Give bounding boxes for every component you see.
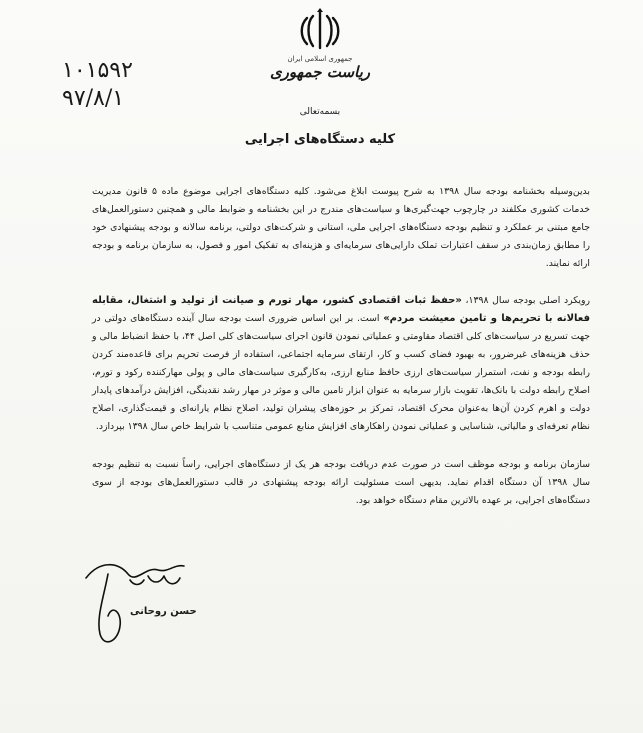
letter-body xyxy=(92,183,590,510)
addressee: کلیه دستگاه‌های اجرایی xyxy=(244,132,396,147)
org-subtitle: جمهوری اسلامی ایران xyxy=(287,55,353,63)
iran-emblem-icon xyxy=(297,8,343,52)
paragraph-2 xyxy=(92,292,590,436)
letter-number: ۱۰۱۵۹۲ xyxy=(62,58,133,83)
signer-name: حسن روحانی xyxy=(130,606,197,617)
letter-date: ۹۷/۸/۱ xyxy=(62,86,125,111)
paragraph-2-rest: است. بر این اساس ضروری است بودجه سال آینده دستگاه‌های دولتی در جهت تسریع در سیاست‌های کلی اقتصاد مقاومتی و عملیاتی نمودن قانون اجرای سیاست‌های کلی اصل ۴۴، با حفظ انضباط مالی و حذف هزینه‌های غیرضرور، به بهبود فضای کسب و کار، ارتقای سرمایه اجتماعی، استفاده از فرصت تحریم برای قاعده‌مند کردن رابطه بودجه و نفت، استمرار سیاست‌های ارزی حافظ منابع ارزی، به‌کارگیری سیاست‌های مالی و پولی مهارکننده رکود و تورم، اصلاح رابطه دولت با بانک‌ها، تقویت بازار سرمایه به عنوان ابزار تامین مالی و موثر در مهار رشد نقدینگی، افزایش درآمدهای پایدار دولت و اهرم کردن آن‌ها به‌عنوان محرک اقتصاد، تمرکز بر حوزه‌های پیشران تولید، اصلاح نظام یارانه‌ای و قیمت‌گذاری، اصلاح نظام تعرفه‌ای و مالیاتی، شناسایی و عملیاتی نمودن راهکارهای افزایش منابع عمومی متناسب با شرایط خاص سال ۱۳۹۸ بپردازد. xyxy=(92,313,591,432)
paragraph-2-lead: رویکرد اصلی بودجه سال ۱۳۹۸، xyxy=(461,295,591,306)
org-title: ریاست جمهوری xyxy=(269,63,371,81)
paragraph-3: سازمان برنامه و بودجه موظف است در صورت عدم دریافت بودجه هر یک از دستگاه‌های اجرایی، راساً نسبت به تنظیم بودجه سال ۱۳۹۸ آن دستگاه اقدام نماید. بدیهی است مسئولیت ارائه بودجه پیشنهادی در قالب دستورالعمل‌های بودجه از سوی دستگاه‌های اجرایی، بر عهده بالاترین مقام دستگاه خواهد بود. xyxy=(92,459,590,506)
paragraph-2-emphasis: «حفظ ثبات اقتصادی کشور، مهار تورم و صیانت از تولید و اشتغال، مقابله فعالانه با تحریم‌ها و تامین معیشت مردم» xyxy=(92,295,590,324)
basmala: بسمه‌تعالی xyxy=(299,107,341,117)
paragraph-1: بدین‌وسیله بخشنامه بودجه سال ۱۳۹۸ به شرح پیوست ابلاغ می‌شود. کلیه دستگاه‌های اجرایی موضوع ماده ۵ قانون مدیریت خدمات کشوری مکلفند در چارچوب جهت‌گیری‌ها و سیاست‌های مندرج در این بخشنامه و ضوابط مالی و همچنین دستورالعمل‌های جامع مبتنی بر عملکرد و تنظیم بودجه دستگاه‌های اجرایی ملی، استانی و شرکت‌های دولتی، برنامه سالانه و بودجه پیشنهادی خود را مطابق زمان‌بندی در سقف اعتبارات تملک دارایی‌های سرمایه‌ای و هزینه‌ای به تفکیک امور و فصول، به سازمان برنامه و بودجه ارائه نمایند. xyxy=(92,186,590,269)
